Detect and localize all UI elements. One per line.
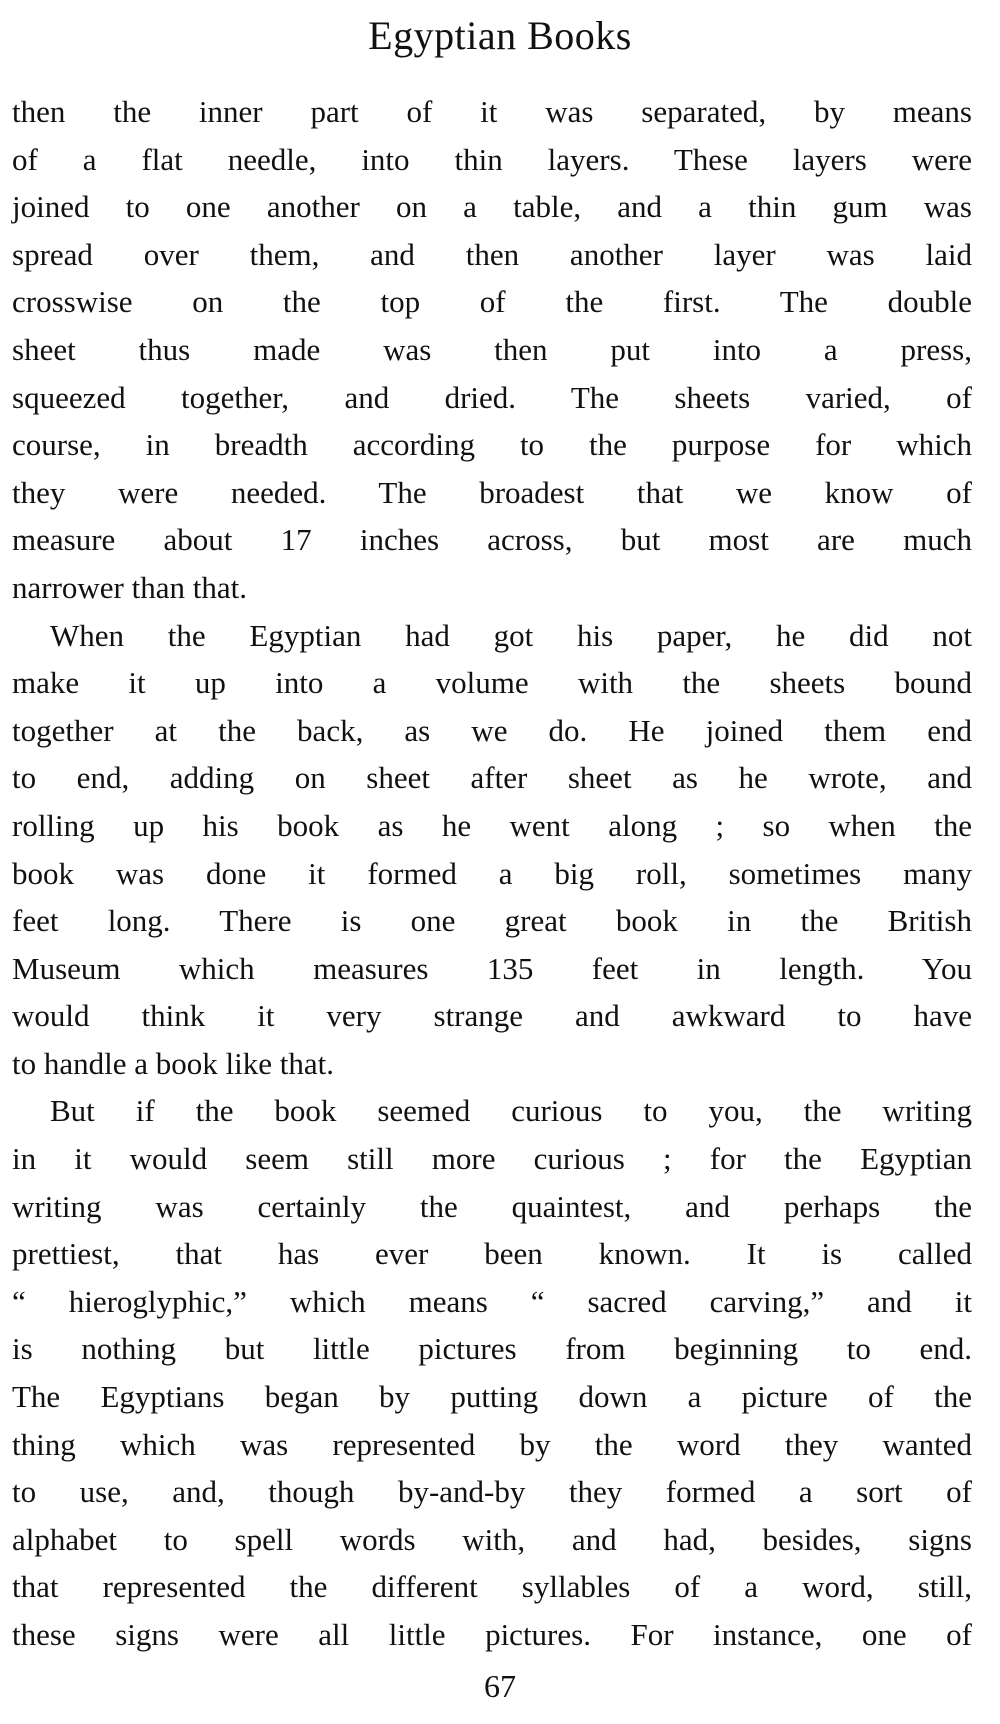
text-line: But if the book seemed curious to you, the writing [50,1093,972,1129]
text-line: would think it very strange and awkward to have [12,998,972,1034]
text-line: When the Egyptian had got his paper, he did not [50,617,972,653]
text-line: alphabet to spell words with, and had, besides, signs [12,1521,972,1557]
text-line: course, in breadth according to the purpose for which [12,427,972,463]
text-line: squeezed together, and dried. The sheets varied, of [12,379,972,415]
text-line: Museum which measures 135 feet in length. You [12,950,972,986]
text-line: thing which was represented by the word they wanted [12,1426,972,1462]
text-line: feet long. There is one great book in the British [12,903,972,939]
text-line: spread over them, and then another layer was laid [12,236,972,272]
paragraph [12,88,972,612]
text-line: book was done it formed a big roll, sometimes many [12,855,972,891]
text-line: together at the back, as we do. He joined them end [12,712,972,748]
body-text [12,88,972,1659]
text-line: to use, and, though by-and-by they formed a sort of [12,1474,972,1510]
text-line: they were needed. The broadest that we know of [12,474,972,510]
text-line: crosswise on the top of the first. The double [12,284,972,320]
page-number: 67 [484,1668,516,1704]
text-line: measure about 17 inches across, but most are much [12,522,972,558]
text-line: of a flat needle, into thin layers. These layers were [12,141,972,177]
paragraph [12,1087,972,1658]
text-line: “ hieroglyphic,” which means “ sacred carving,” and it [12,1283,972,1319]
text-line: then the inner part of it was separated, by means [12,94,972,129]
paragraph [12,612,972,1088]
text-line: sheet thus made was then put into a press, [12,331,972,367]
text-line: is nothing but little pictures from beginning to end. [12,1331,972,1367]
text-line: these signs were all little pictures. For instance, one of [12,1617,972,1652]
text-line: writing was certainly the quaintest, and perhaps the [12,1188,972,1224]
text-line: prettiest, that has ever been known. It is called [12,1236,972,1272]
text-line: to end, adding on sheet after sheet as he wrote, and [12,760,972,796]
text-line: The Egyptians began by putting down a picture of the [12,1379,972,1415]
text-line: make it up into a volume with the sheets bound [12,665,972,701]
text-line: rolling up his book as he went along ; so when the [12,807,972,843]
text-line: that represented the different syllables of a word, still, [12,1569,972,1605]
text-line: joined to one another on a table, and a thin gum was [12,189,972,225]
text-line: narrower than that. [12,569,247,605]
running-head: Egyptian Books [368,13,632,58]
text-line: to handle a book like that. [12,1045,334,1081]
text-line: in it would seem still more curious ; for the Egyptian [12,1141,972,1177]
